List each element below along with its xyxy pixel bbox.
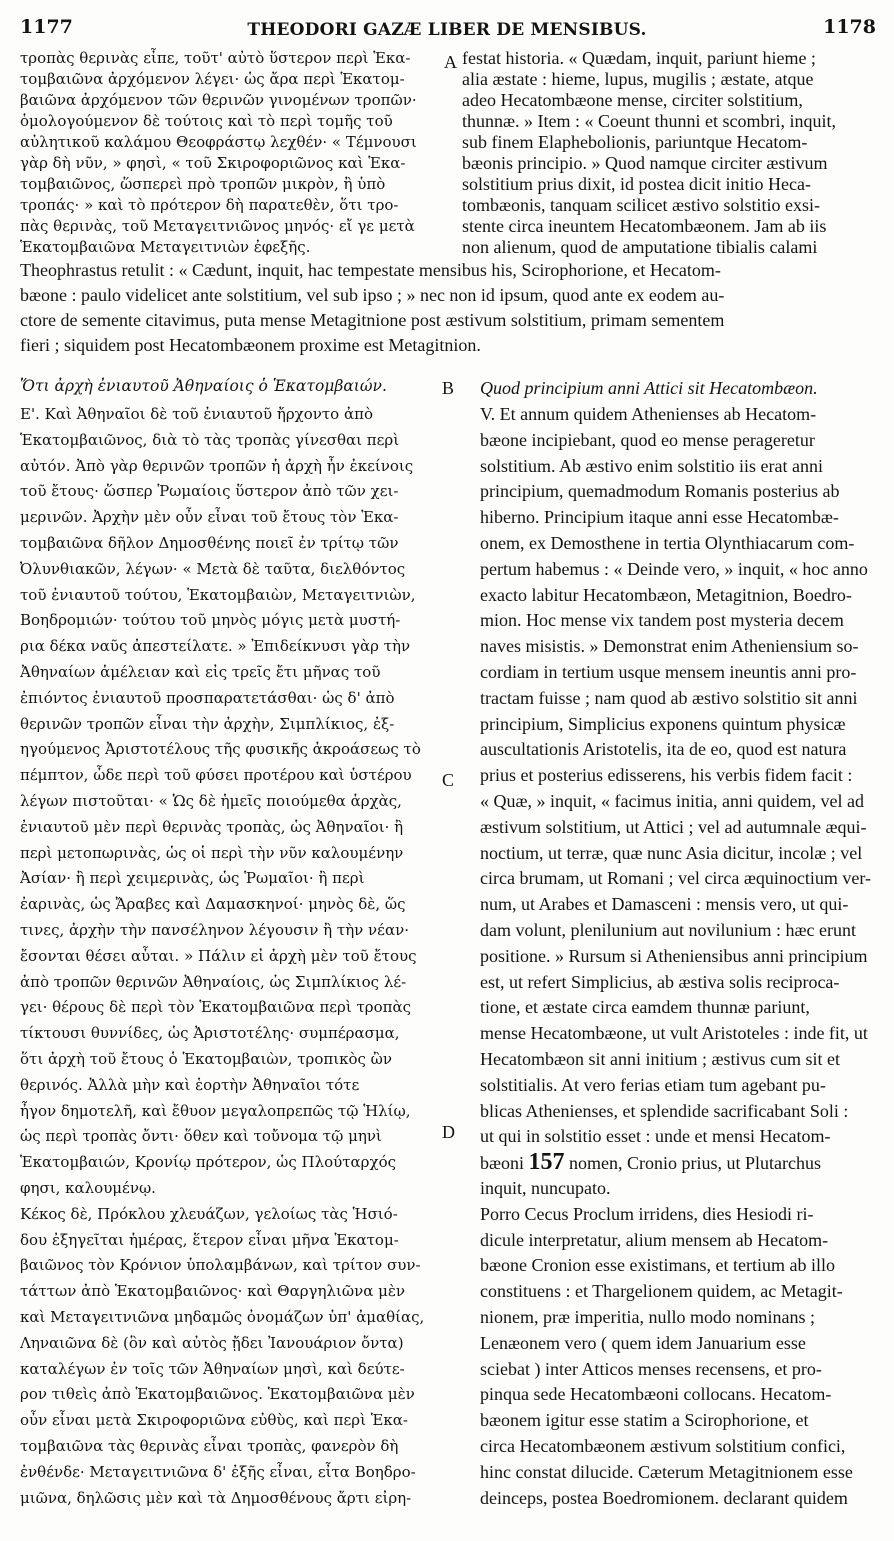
greek-text-line: τοῦ ἐνιαυτοῦ τούτου, Ἑκατομβαιὼν, Μεταγειτνιὼν, (20, 585, 416, 604)
latin-text-line: « Quæ, » inquit, « facimus initia, anni quidem, vel ad (480, 791, 864, 811)
latin-text-line: tractam fuisse ; nam quod ab æstivo solstitio sit anni (480, 687, 858, 708)
latin-text-line: inquit, nuncupato. (480, 1178, 611, 1198)
greek-text-line: ἐνθένδε· Μεταγειτνιῶνα δ' ἐξῆς εἶναι, εἶτα Βοηδρο- (20, 1462, 416, 1481)
greek-text-line: περὶ μετοπωρινὰς, ὡς οἱ περὶ τὴν νῦν καλουμένην (20, 843, 404, 862)
page-number-left: 1177 (20, 16, 73, 38)
latin-text-line: tione, et æstate circa eamdem thunnæ pariunt, (480, 997, 810, 1018)
greek-text-line: τίκτουσι θυννίδες, ὡς Ἀριστοτέλης· συμπέρασμα, (20, 1024, 400, 1043)
greek-text-line: οὖν εἶναι μετὰ Σκιροφοριῶνα εὐθὺς, καὶ περὶ Ἑκα- (20, 1411, 408, 1430)
latin-text-line: ctore de semente citavimus, puta mense Metagitnione post æstivum solstitium, primam sementem (20, 310, 725, 330)
greek-text-line: βαιῶνος τὸν Κρόνιον ὑπολαμβάνων, καὶ τρίτον συν- (20, 1256, 421, 1275)
latin-text-line: auscultationis Aristotelis, ita de eo, quod est natura (480, 739, 847, 760)
greek-text-line: Ἀθηναίων ἀμέλειαν καὶ εἰς τρεῖς ἔτι μῆνας τοῦ (20, 663, 381, 681)
greek-text-line: θερινῶν τροπῶν εἶναι τὴν ἀρχὴν, Σιμπλίκιος, ἐξ- (20, 714, 395, 733)
page-number-right: 1178 (823, 16, 876, 38)
latin-text-line: sub finem Elaphebolionis, pariuntque Hecatom- (462, 132, 808, 152)
latin-text-line: dicule interpretatur, alium mensem ab Hecatom- (480, 1229, 829, 1250)
latin-text-line: constituens : et Thargelionem quidem, ac Metagit- (480, 1281, 843, 1302)
latin-text-line: principium, quemadmodum Romanis posterius ab (480, 481, 840, 502)
greek-text-line: δου ἐξηγεῖται ἡμέρας, ἕτερον εἶναι μῆνα Ἑκατομ- (20, 1230, 399, 1249)
margin-marker-d: D (442, 1122, 455, 1142)
greek-text-line: ηγούμενος Ἀριστοτέλους τῆς φυσικῆς ἀκροάσεως τὸ (20, 740, 421, 759)
greek-text-line: τινες, ἀρχὴν τὴν πανσέληνον λέγουσιν ἢ τὴν νέαν· (20, 921, 409, 939)
greek-text-line: ἐπιόντος ἐνιαυτοῦ προσπαρατετάσθαι· ὡς δ' ἀπὸ (20, 688, 395, 707)
latin-text-line: naves misistis. » Demonstrat enim Atheniensium so- (480, 636, 859, 657)
greek-text-line: ὅτι ἀρχὴ τοῦ ἔτους ὁ Ἑκατομβαιὼν, τροπικὸς ὢν (20, 1050, 393, 1068)
latin-text-line: festat historia. « Quædam, inquit, pariunt hieme ; (462, 48, 816, 68)
greek-text-line: Ὀλυνθιακῶν, λέγων· « Μετὰ δὲ ταῦτα, διελθόντος (20, 559, 406, 578)
greek-text-line: τομβαιῶνα τὰς θερινὰς εἶναι τροπὰς, φανερὸν δὴ (20, 1437, 399, 1455)
greek-text-line: γὰρ δὴ νῦν, » φησὶ, « τοῦ Σκιροφοριῶνος καὶ Ἑκα- (20, 154, 406, 172)
greek-text-line: ὡς περὶ τροπὰς ὄντι· ὅθεν καὶ τοὔνομα τῷ μηνὶ (20, 1127, 382, 1146)
latin-text-line: tombæonis, tanquam scilicet æstivo solstitio exsi- (462, 195, 820, 215)
latin-text-line: est, ut refert Simplicius, ab æstiva solis reciproca- (480, 971, 840, 992)
latin-text-line: mense Hecatombæone, ut vult Aristoteles : inde fit, ut (480, 1023, 868, 1044)
latin-text-line: ut qui in solstitio esset : unde et mensi Hecatom- (480, 1126, 831, 1147)
running-header (0, 6, 894, 42)
greek-text-line: μερινῶν. Ἀρχὴν μὲν οὖν εἶναι τοῦ ἔτους τὸν Ἑκα- (20, 508, 399, 527)
latin-text-line: bæone : paulo videlicet ante solstitium, vel sub ipso ; » nec non id ipsum, quod ante ex eodem au- (20, 285, 725, 305)
greek-text-line: θερινός. Ἀλλὰ μὴν καὶ ἑορτὴν Ἀθηναῖοι τότε (20, 1075, 360, 1094)
greek-text-line: ρον τιθεὶς ἀπὸ Ἑκατομβαιῶνος. Ἑκατομβαιῶνα μὲν (20, 1385, 415, 1404)
margin-marker-c: C (442, 770, 455, 790)
greek-text-line: Βοηδρομιών· τούτου τοῦ μηνὸς μόγις μετὰ μυστή- (20, 611, 401, 630)
latin-text-line: Theophrastus retulit : « Cædunt, inquit, hac tempestate mensibus his, Scirophorione, et Hecatom- (20, 260, 721, 280)
latin-text-line: hinc constat dilucide. Cæterum Metagitnionem esse (480, 1461, 853, 1482)
greek-text-line: τομβαιῶνα ἀρχόμενον λέγει· ὡς ἄρα περὶ Ἑκατομ- (20, 70, 405, 88)
latin-text-line: bæone incipiebant, quod eo mense perageretur (480, 429, 815, 450)
greek-text-line: ἦγον δημοτελῆ, καὶ ἔθυον μεγαλοπρεπῶς τῷ Ἡλίῳ, (20, 1101, 411, 1120)
section-heading-latin: Quod principium anni Attici sit Hecatombæon. (480, 378, 818, 398)
greek-text-line: Ἀσίαν· ἢ περὶ χειμερινὰς, ὡς Ῥωμαῖοι· ἢ περὶ (20, 869, 365, 888)
greek-text-line: Ἑκατομβαιῶνος, διὰ τὸ τὰς τροπὰς γίνεσθαι περὶ (20, 430, 400, 449)
greek-text-line: τροπὰς θερινὰς εἶπε, τοῦτ' αὐτὸ ὕστερον περὶ Ἑκα- (20, 49, 411, 67)
greek-text-line: τάττων ἀπὸ Ἑκατομβαιῶνος· καὶ Θαργηλιῶνα μὲν (20, 1282, 406, 1301)
latin-text-line: alia æstate : hieme, lupus, mugilis ; æstate, atque (462, 69, 814, 89)
greek-text-line: ἔσονται θέσει αὗται. » Πάλιν εἰ ἀρχὴ μὲν τοῦ ἔτους (20, 946, 417, 965)
greek-text-line: Ἑκατομβαιών, Κρονίῳ πρότερον, ὡς Πλούταρχός (20, 1153, 397, 1172)
latin-text-line: dam volunt, plenilunium aut novilunium : hæc erunt (480, 920, 856, 940)
margin-marker-a: A (444, 52, 457, 72)
greek-text-line: Ε'. Καὶ Ἀθηναῖοι δὲ τοῦ ἐνιαυτοῦ ἤρχοντο ἀπὸ (20, 405, 373, 423)
greek-text-line: μιῶνα, δηλῶσις μὲν καὶ τὰ Δημοσθένους ἄρτι εἰρη- (20, 1488, 412, 1507)
greek-text-line: πὰς θερινὰς, τοῦ Μεταγειτνιῶνος μηνός· εἴ γε μετὰ (20, 217, 415, 235)
greek-text-line: γει· θέρους δὲ περὶ τὸν Ἑκατομβαιῶνα περὶ τροπὰς (20, 998, 412, 1017)
greek-text-line: λέγων πιστοῦται· « Ὡς δὲ ἡμεῖς ποιούμεθα ἀρχὰς, (20, 792, 402, 810)
latin-text-line: mion. Hoc mense vix tandem post mysteria decem (480, 610, 844, 631)
latin-text-line: principium, Simplicius exponens quintum physicæ (480, 713, 846, 734)
greek-text-line: ὁμολογούμενον δὲ τούτοις καὶ τὸ περὶ τομῆς τοῦ (20, 112, 393, 130)
greek-text-line: βαιῶνα ἀρχόμενον τῶν θερινῶν γινομένων τροπῶν· (20, 91, 417, 109)
latin-text-line: adeo Hecatombæone mense, circiter solstitium, (462, 90, 803, 110)
latin-text-line: deinceps, postea Boedromionem. declarant quidem (480, 1487, 848, 1508)
latin-text-line: onem, ex Demosthene in tertia Olynthiacarum com- (480, 533, 855, 553)
latin-text-line: sciebat ) inter Atticos menses recensens, et pro- (480, 1358, 822, 1379)
greek-text-line: Ληναιῶνα δὲ (ὃν καὶ αὐτὸς ᾔδει Ἰανουάριον ὄντα) (20, 1333, 404, 1352)
latin-text-line: æstivum solstitium, ut Attici ; vel ad autumnale æqui- (480, 816, 867, 837)
greek-text-line: τροπάς· » καὶ τὸ πρότερον δὴ παρατεθὲν, ὅτι τρο- (20, 196, 399, 214)
latin-text-line: Porro Cecus Proclum irridens, dies Hesiodi ri- (480, 1203, 814, 1224)
section-heading-greek: Ὅτι ἀρχὴ ἐνιαυτοῦ Ἀθηναίοις ὁ Ἑκατομβαιών. (20, 377, 387, 395)
latin-text-line: bæone Cronion esse existimans, et tertium ab illo (480, 1255, 835, 1276)
greek-text-line: τομβαιῶνα δῆλον Δημοσθένης ποιεῖ ἐν τρίτῳ τῶν (20, 534, 399, 552)
latin-text-line: V. Et annum quidem Athenienses ab Hecatom- (480, 404, 817, 424)
latin-text-line: cordiam in tertium usque mensem ineuntis anni pro- (480, 662, 857, 682)
latin-text-line: blicas Athenienses, et splendide sacrificabant Soli : (480, 1100, 849, 1121)
running-title: THEODORI GAZÆ LIBER DE MENSIBUS. (247, 20, 647, 40)
latin-text-line: solstitium. Ab æstivo enim solstitio iis erat anni (480, 455, 824, 476)
latin-text-line: non alienum, quod de amputatione tibialis calami (462, 237, 818, 257)
latin-text-line: fieri ; siquidem post Hecatombæonem proxime est Metagitnion. (20, 335, 481, 355)
margin-marker-b: B (442, 378, 455, 398)
latin-text-line: prius et posterius edisserens, his verbis fidem facit : (480, 765, 853, 786)
greek-text-line: ἐαρινὰς, ὡς Ἄραβες καὶ Δαμασκηνοί· μηνὸς δὲ, ὥς (20, 895, 406, 914)
latin-text-line: noctium, ut terræ, quæ nunc Asia dicitur, incolæ ; vel (480, 842, 863, 863)
latin-text-line: nionem, præ imperitia, nullo modo nominans ; (480, 1307, 815, 1327)
column-number: 157 (528, 1150, 565, 1176)
latin-text-line: solstitium prius dixit, id postea dicit initio Heca- (462, 174, 811, 194)
greek-text-line: φησι, καλουμένῳ. (20, 1179, 156, 1197)
greek-text-line: τοῦ ἔτους· ὥσπερ Ῥωμαίοις ὕστερον ἀπὸ τῶν χει- (20, 482, 399, 501)
latin-text-line: circa Hecatombæonem æstivum solstitium confici, (480, 1436, 846, 1456)
latin-text-line: pinqua sede Hecatombæoni collocans. Hecatom- (480, 1384, 832, 1405)
latin-text-line: bæonis principio. » Quod namque circiter æstivum (462, 153, 828, 173)
greek-text-line: αὐτόν. Ἀπὸ γὰρ θερινῶν τροπῶν ἡ ἀρχὴ ἦν ἐκείνοις (20, 456, 414, 475)
latin-text-line: num, ut Arabes et Damasceni : mensis vero, ut qui- (480, 894, 849, 915)
latin-text-line: thunnæ. » Item : « Coeunt thunni et scombri, inquit, (462, 111, 836, 131)
greek-text-line: ρια δέκα ναῦς ἀπεστείλατε. » Ἐπιδείκνυσι γὰρ τὴν (20, 637, 411, 656)
latin-text-line: bæoni 157 nomen, Cronio prius, ut Plutarchus (480, 1150, 821, 1176)
greek-text-line: πέμπτον, ὧδε περὶ τοῦ φύσει προτέρου καὶ ὑστέρου (20, 766, 412, 785)
greek-text-line: Κέκος δὲ, Πρόκλου χλευάζων, γελοίως τὰς Ἡσιό- (20, 1204, 398, 1223)
latin-text-line: positione. » Rursum si Atheniensibus anni principium (480, 945, 868, 966)
latin-text-line: stente circa ineuntem Hecatombæonem. Jam ab iis (462, 216, 827, 236)
latin-text-line: bæonem igitur esse statim a Scirophorione, et (480, 1410, 809, 1431)
latin-text-line: circa brumam, ut Romani ; vel circa æquinoctium ver- (480, 868, 872, 889)
latin-text-line: pertum habemus : « Deinde vero, » inquit, « hoc anno (480, 558, 868, 579)
greek-text-line: καταλέγων ἐν τοῖς τῶν Ἀθηναίων μησὶ, καὶ δεύτε- (20, 1359, 405, 1378)
greek-text-line: ἐνιαυτοῦ μὲν περὶ θερινὰς τροπὰς, ὡς Ἀθηναῖοι· ἢ (20, 817, 404, 836)
latin-text-line: Hecatombæon sit anni initium ; æstivus cum sit et (480, 1049, 840, 1069)
latin-text-line: Lenæonem vero ( quem idem Januarium esse (480, 1332, 806, 1353)
greek-text-line: Ἑκατομβαιῶνα Μεταγειτνιὼν ἐφεξῆς. (20, 238, 311, 256)
greek-text-line: αὐλητικοῦ καλάμου Θεοφράστῳ λεχθέν· « Τέμνουσι (20, 133, 417, 151)
greek-text-line: ἀπὸ τροπῶν θερινῶν Ἀθηναίοις, ὡς Σιμπλίκιος λέ- (20, 972, 407, 991)
greek-text-line: τομβαιῶνος, ὥσπερεὶ πρὸ τροπῶν μικρὸν, ἢ ὑπὸ (20, 175, 386, 193)
greek-text-line: καὶ Μεταγειτνιῶνα μηδαμῶς ὀνομάζων ὑπ' ἀμαθίας, (20, 1308, 425, 1326)
latin-text-line: hiberno. Principium itaque anni esse Hecatombæ- (480, 507, 839, 528)
latin-text-line: solstitialis. At vero ferias etiam tum agebant pu- (480, 1074, 826, 1095)
latin-text-line: exacto labitur Hecatombæon, Metagitnion, Boedro- (480, 584, 852, 605)
